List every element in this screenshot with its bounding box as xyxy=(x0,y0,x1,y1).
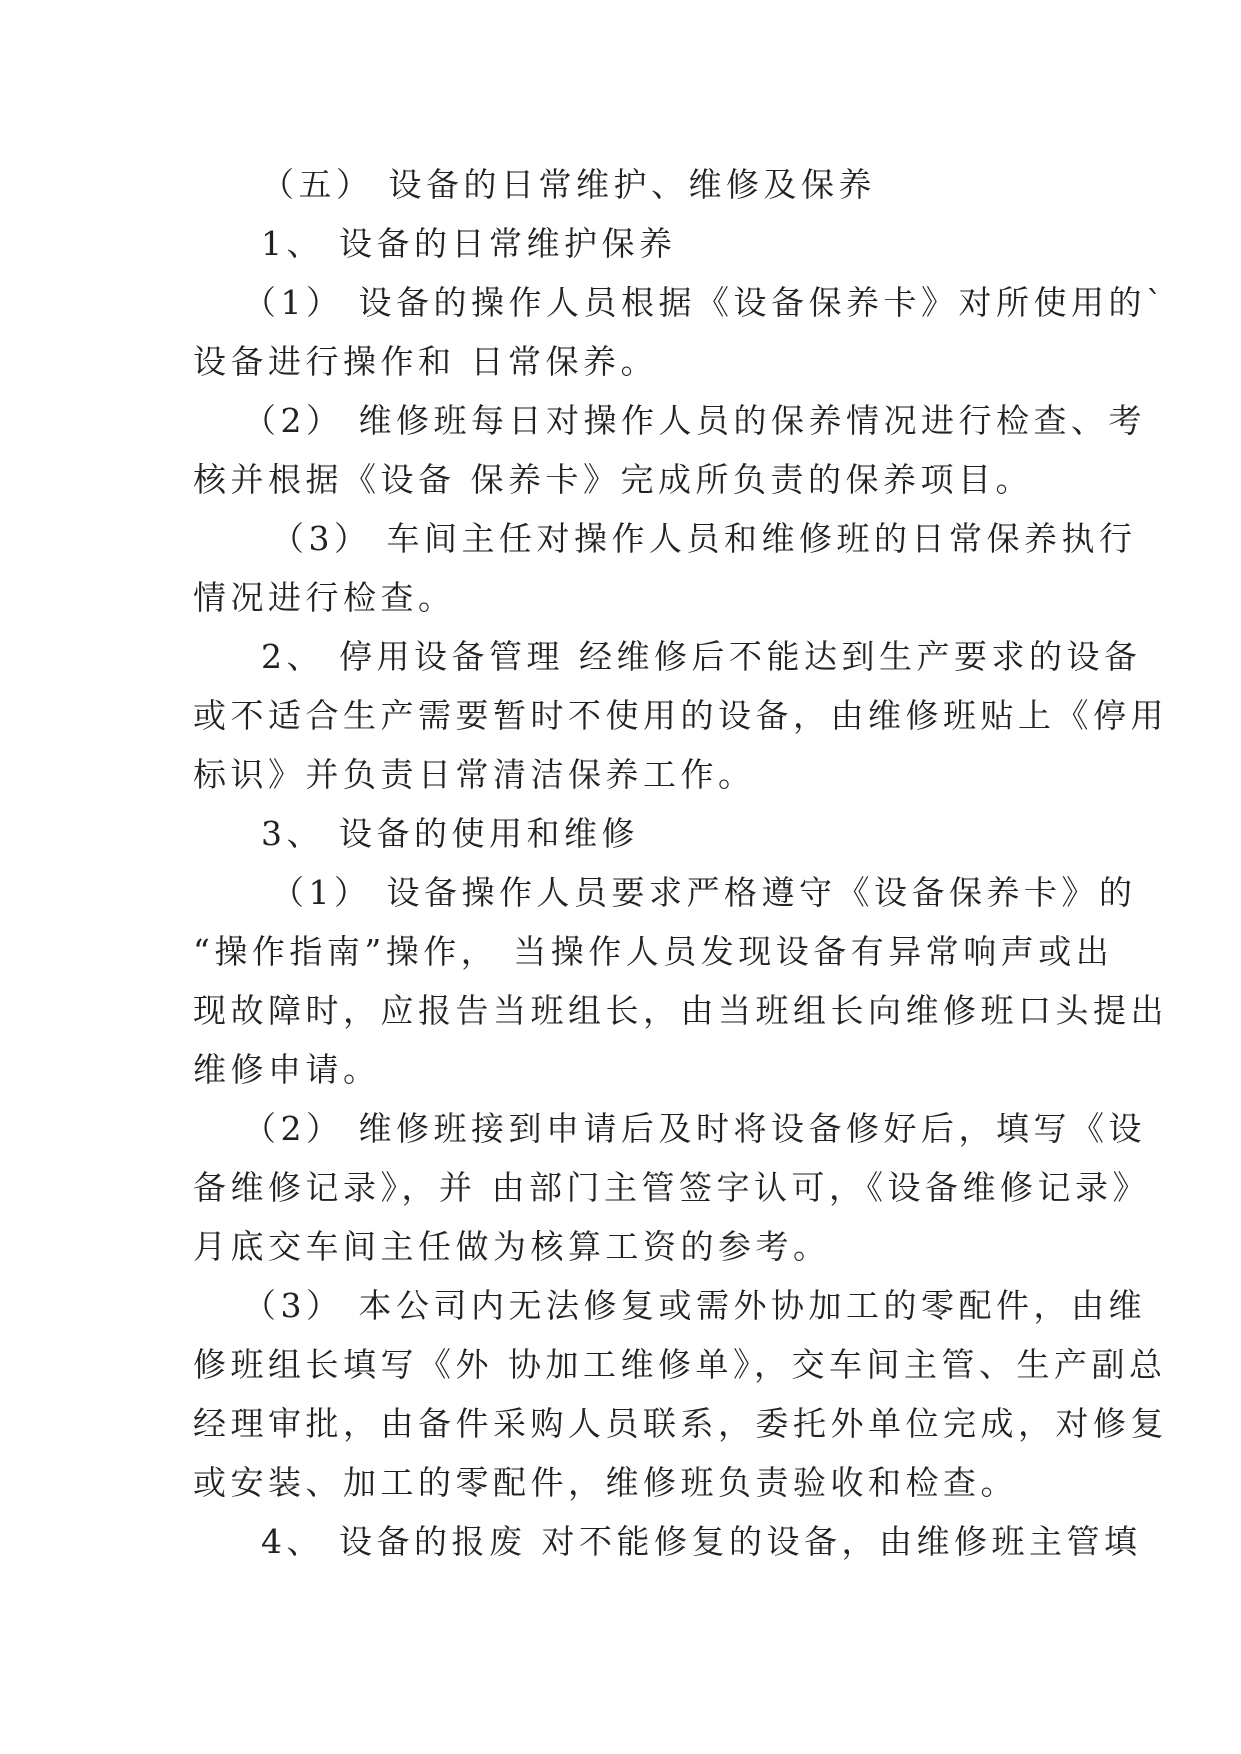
text-line: 核并根据《设备 保养卡》完成所负责的保养项目。 xyxy=(193,460,1033,499)
text-line: （2） 维修班接到申请后及时将设备修好后，填写《设 xyxy=(243,1109,1146,1148)
text-line: （1） 设备的操作人员根据《设备保养卡》对所使用的` xyxy=(243,283,1167,322)
text-line: 维修申请。 xyxy=(193,1050,381,1089)
subsection-heading: 2、 停用设备管理 经维修后不能达到生产要求的设备 xyxy=(261,637,1142,676)
subsection-heading: 3、 设备的使用和维修 xyxy=(261,814,639,853)
document-body xyxy=(193,155,1168,1571)
subsection-heading: 1、 设备的日常维护保养 xyxy=(261,224,677,263)
text-line: 设备进行操作和 日常保养。 xyxy=(193,342,658,381)
text-line: （1） 设备操作人员要求严格遵守《设备保养卡》的 xyxy=(271,873,1137,912)
text-line: 经理审批，由备件采购人员联系，委托外单位完成，对修复 xyxy=(193,1404,1168,1443)
text-line: 或不适合生产需要暂时不使用的设备，由维修班贴上《停用 xyxy=(193,696,1168,735)
text-line: 月底交车间主任做为核算工资的参考。 xyxy=(193,1227,831,1266)
text-line: （3） 本公司内无法修复或需外协加工的零配件，由维 xyxy=(243,1286,1146,1325)
text-line: 情况进行检查。 xyxy=(193,578,456,617)
text-line: 标识》并负责日常清洁保养工作。 xyxy=(193,755,756,794)
subsection-heading: 4、 设备的报废 对不能修复的设备，由维修班主管填 xyxy=(261,1522,1142,1561)
text-line: 或安装、加工的零配件，维修班负责验收和检查。 xyxy=(193,1463,1018,1502)
text-line: 现故障时，应报告当班组长，由当班组长向维修班口头提出 xyxy=(193,991,1168,1030)
text-line: 修班组长填写《外 协加工维修单》，交车间主管、生产副总 xyxy=(193,1345,1167,1384)
text-line: （3） 车间主任对操作人员和维修班的日常保养执行 xyxy=(271,519,1137,558)
section-heading: （五） 设备的日常维护、维修及保养 xyxy=(261,165,876,204)
text-line: “操作指南”操作， 当操作人员发现设备有异常响声或出 xyxy=(193,932,1114,971)
text-line: 备维修记录》，并 由部门主管签字认可，《设备维修记录》 xyxy=(193,1168,1150,1207)
text-line: （2） 维修班每日对操作人员的保养情况进行检查、考 xyxy=(243,401,1146,440)
